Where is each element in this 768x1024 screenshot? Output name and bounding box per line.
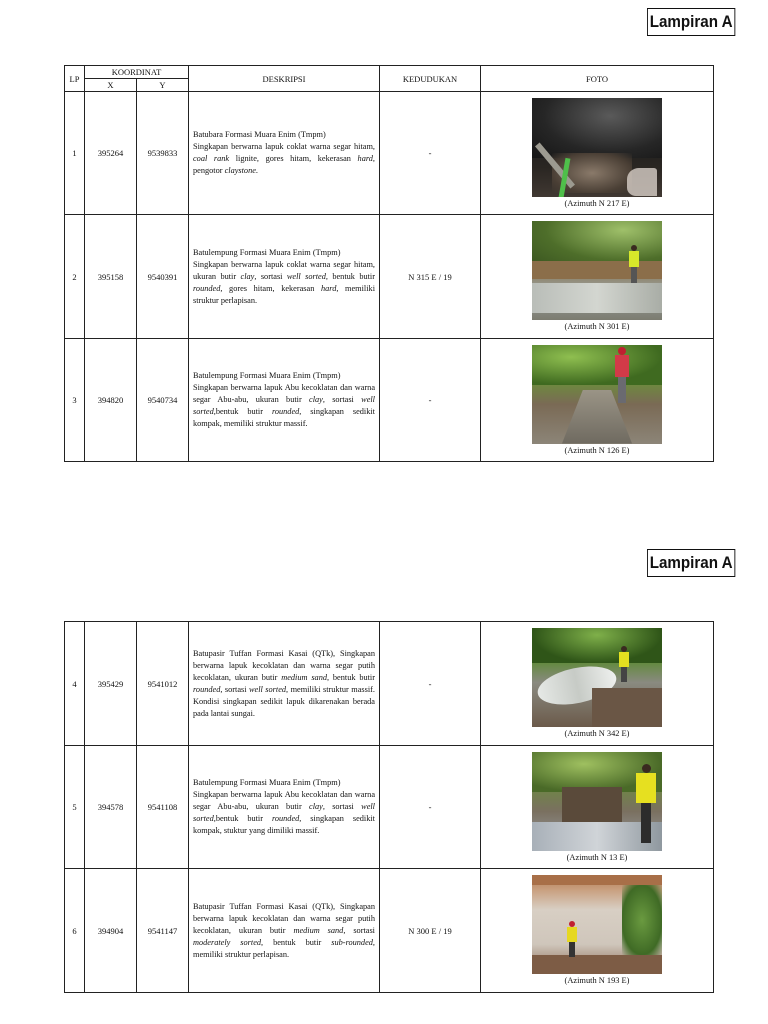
desc-title: Batulempung Formasi Muara Enim (Tmpm) <box>193 371 341 380</box>
desc-body <box>193 648 375 720</box>
desc-term-italic: moderately sorted <box>193 937 262 947</box>
table-row <box>65 92 714 215</box>
field-photo <box>532 345 662 444</box>
desc-text: , pengotor <box>193 154 375 175</box>
desc-text: Singkapan berwarna lapuk Abu kecoklatan dan warna segar Abu-abu, ukuran butir <box>193 383 375 404</box>
desc-body <box>193 901 375 961</box>
desc-text: , gores hitam, kekerasan <box>220 283 321 293</box>
desc-text: Singkapan berwarna lapuk Abu kecoklatan dan warna segar Abu-abu, ukuran butir <box>193 790 375 811</box>
desc-term-italic: clay <box>309 395 323 404</box>
photo-cell <box>481 622 714 746</box>
x-cell: 395429 <box>85 622 137 746</box>
description-cell <box>189 92 380 215</box>
desc-term-italic: coal rank <box>193 154 230 163</box>
photo-cell <box>481 339 714 462</box>
table-row <box>65 869 714 993</box>
header-lp: LP <box>65 66 85 92</box>
header-x: X <box>85 79 137 92</box>
x-cell: 394904 <box>85 869 137 993</box>
photo-caption: (Azimuth N 126 E) <box>564 445 630 455</box>
kedudukan-cell: - <box>380 92 481 215</box>
desc-text: , singkapan sedikit kompak, memiliki struktur massif. <box>193 407 375 428</box>
field-photo <box>532 752 662 851</box>
field-photo <box>532 98 662 197</box>
x-cell: 395264 <box>85 92 137 215</box>
desc-term-italic: medium sand <box>293 925 344 935</box>
desc-term-italic: clay <box>240 271 255 281</box>
description-cell <box>189 215 380 339</box>
field-photo <box>532 628 662 727</box>
desc-text: , memiliki struktur massif. Kondisi singkapan sedikit lapuk dikarenakan berada pada lantai sungai. <box>193 684 375 718</box>
desc-body <box>193 789 375 837</box>
x-cell: 394578 <box>85 746 137 869</box>
desc-text: , sortasi <box>322 395 362 404</box>
desc-term-italic: well sorted <box>249 684 287 694</box>
lp-cell: 4 <box>65 622 85 746</box>
photo-cell <box>481 92 714 215</box>
desc-term-italic: hard <box>320 283 337 293</box>
desc-text: , sortasi <box>343 925 375 935</box>
data-table-2 <box>64 621 714 993</box>
photo-cell <box>481 869 714 993</box>
y-cell: 9541147 <box>137 869 189 993</box>
kedudukan-cell: N 300 E / 19 <box>380 869 481 993</box>
desc-text: , singkapan sedikit kompak, stuktur yang dimiliki massif. <box>193 814 375 835</box>
table-row <box>65 622 714 746</box>
desc-text: , bentuk butir <box>261 937 332 947</box>
photo-caption: (Azimuth N 13 E) <box>566 852 628 862</box>
description-cell <box>189 339 380 462</box>
desc-text: Singkapan berwarna lapuk coklat warna segar hitam, <box>193 142 375 151</box>
lp-cell: 2 <box>65 215 85 339</box>
desc-text: , bentuk butir <box>327 672 375 682</box>
photo-caption: (Azimuth N 193 E) <box>564 976 630 985</box>
desc-text: , sortasi <box>322 802 362 811</box>
desc-title: Batulempung Formasi Muara Enim (Tmpm) <box>193 247 341 257</box>
photo-caption: (Azimuth N 217 E) <box>564 198 630 208</box>
desc-term-italic: clay <box>309 802 323 811</box>
y-cell: 9539833 <box>137 92 189 215</box>
y-cell: 9540734 <box>137 339 189 462</box>
desc-text: , bentuk butir <box>325 271 376 281</box>
lampiran-label: Lampiran A <box>647 549 735 577</box>
photo-cell <box>481 215 714 339</box>
lp-cell: 3 <box>65 339 85 462</box>
desc-term-italic: rounded <box>271 407 300 416</box>
desc-term-italic: well sorted <box>286 271 326 281</box>
photo-caption: (Azimuth N 342 E) <box>564 729 630 738</box>
desc-text: ,bentuk butir <box>213 814 272 823</box>
desc-text: Singkapan berwarna lapuk coklat warna segar hitam, ukuran butir <box>193 259 375 281</box>
lampiran-label: Lampiran A <box>647 8 735 36</box>
header-deskripsi: DESKRIPSI <box>189 66 380 92</box>
kedudukan-cell: - <box>380 746 481 869</box>
desc-title: Batubara Formasi Muara Enim (Tmpm) <box>193 130 326 139</box>
lp-cell: 5 <box>65 746 85 869</box>
field-photo <box>532 875 662 974</box>
description-cell <box>189 746 380 869</box>
desc-body <box>193 259 375 307</box>
desc-text: , sortasi <box>220 684 250 694</box>
desc-term-italic: hard <box>357 154 373 163</box>
desc-term-italic: rounded <box>271 814 300 823</box>
table-row <box>65 746 714 869</box>
kedudukan-cell: N 315 E / 19 <box>380 215 481 339</box>
kedudukan-cell: - <box>380 622 481 746</box>
y-cell: 9541012 <box>137 622 189 746</box>
lp-cell: 6 <box>65 869 85 993</box>
desc-text: , memiliki struktur perlapisan. <box>193 283 376 305</box>
x-cell: 395158 <box>85 215 137 339</box>
field-photo <box>532 221 662 320</box>
desc-text: , sortasi <box>254 271 287 281</box>
desc-text: ,bentuk butir <box>213 407 272 416</box>
desc-term-italic: rounded <box>193 684 221 694</box>
y-cell: 9541108 <box>137 746 189 869</box>
description-cell <box>189 622 380 746</box>
data-table-1 <box>64 65 714 462</box>
table-row <box>65 215 714 339</box>
header-kedudukan: KEDUDUKAN <box>380 66 481 92</box>
desc-term-italic: sub-rounded <box>331 937 373 947</box>
header-koordinat: KOORDINAT <box>85 66 189 79</box>
desc-term-italic: claystone <box>224 166 256 175</box>
lp-cell: 1 <box>65 92 85 215</box>
photo-caption: (Azimuth N 301 E) <box>564 322 630 331</box>
desc-text: Batupasir Tuffan Formasi Kasai (QTk), Singkapan berwarna lapuk kecoklatan dan warna segar putih kecoklatan, ukuran butir <box>193 901 375 935</box>
header-foto: FOTO <box>481 66 714 92</box>
description-cell <box>189 869 380 993</box>
desc-text: lignite, gores hitam, kekerasan <box>229 154 358 163</box>
desc-title: Batulempung Formasi Muara Enim (Tmpm) <box>193 778 341 787</box>
kedudukan-cell: - <box>380 339 481 462</box>
desc-body <box>193 141 375 177</box>
desc-text: , memiliki struktur perlapisan. <box>193 937 375 959</box>
header-y: Y <box>137 79 189 92</box>
desc-term-italic: rounded <box>193 283 221 293</box>
desc-term-italic: medium sand <box>281 672 327 682</box>
desc-term-italic: well sorted <box>193 395 375 416</box>
desc-text: . <box>255 166 258 175</box>
desc-text: Batupasir Tuffan Formasi Kasai (QTk), Singkapan berwarna lapuk kecoklatan dan warna segar putih kecoklatan, ukuran butir <box>193 648 375 682</box>
photo-cell <box>481 746 714 869</box>
desc-body <box>193 382 375 430</box>
table-row <box>65 339 714 462</box>
y-cell: 9540391 <box>137 215 189 339</box>
x-cell: 394820 <box>85 339 137 462</box>
desc-term-italic: well sorted <box>193 802 375 823</box>
